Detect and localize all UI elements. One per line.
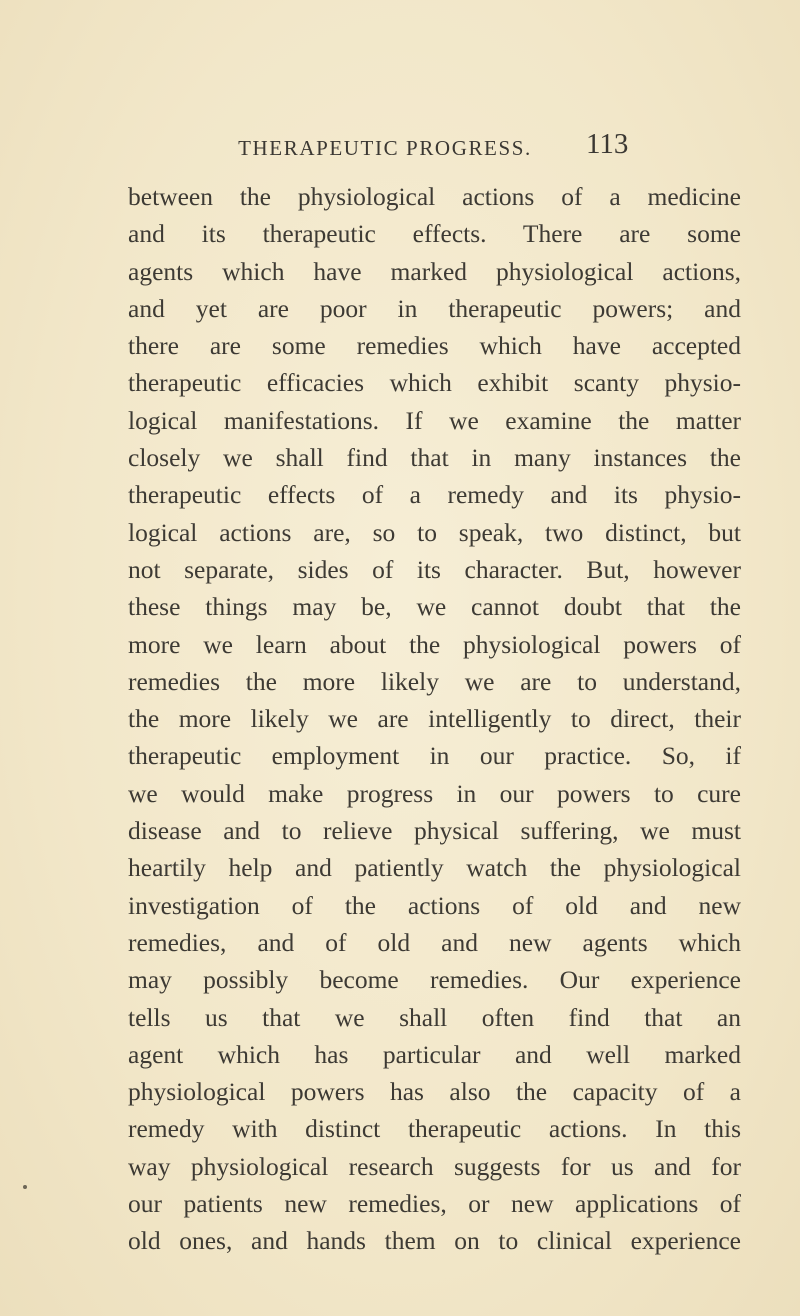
text-line: and its therapeutic effects. There are some (128, 219, 741, 249)
text-line: logical manifestations. If we examine the matter (128, 405, 741, 435)
text-line: remedies, and of old and new agents which (128, 927, 741, 957)
text-line: between the physiological actions of a medicine (128, 182, 741, 211)
text-line: old ones, and hands them on to clinical experience (128, 1226, 741, 1256)
text-line: therapeutic employment in our practice. So, if (128, 741, 741, 771)
text-line: our patients new remedies, or new applications of (128, 1189, 741, 1219)
text-line: way physiological research suggests for us and for (128, 1151, 741, 1181)
text-line: tells us that we shall often find that an (128, 1002, 741, 1032)
text-line: logical actions are, so to speak, two distinct, but (128, 517, 741, 547)
text-line: heartily help and patiently watch the physiological (128, 853, 741, 883)
text-line: more we learn about the physiological powers of (128, 629, 741, 659)
text-line: may possibly become remedies. Our experience (128, 965, 741, 995)
text-line: agent which has particular and well marked (128, 1039, 741, 1069)
running-head: THERAPEUTIC PROGRESS. (238, 136, 532, 160)
page-number: 113 (586, 128, 629, 160)
text-line: and yet are poor in therapeutic powers; and (128, 293, 741, 323)
text-line: disease and to relieve physical suffering, we must (128, 816, 741, 846)
text-line: agents which have marked physiological actions, (128, 256, 741, 286)
text-line: therapeutic efficacies which exhibit scanty physio- (128, 368, 741, 398)
text-line: investigation of the actions of old and new (128, 890, 741, 920)
text-line: there are some remedies which have accepted (128, 331, 741, 361)
text-line: physiological powers has also the capacity of a (128, 1077, 741, 1107)
text-line: these things may be, we cannot doubt that the (128, 592, 741, 622)
text-line: the more likely we are intelligently to direct, their (128, 704, 741, 734)
text-line: remedies the more likely we are to understand, (128, 666, 741, 696)
paper-speck (23, 1185, 27, 1189)
text-line: closely we shall find that in many instances the (128, 443, 741, 473)
text-line: therapeutic effects of a remedy and its physio- (128, 480, 741, 510)
text-line: we would make progress in our powers to cure (128, 778, 741, 808)
text-line: not separate, sides of its character. But, however (128, 554, 741, 584)
text-line: remedy with distinct therapeutic actions. In this (128, 1114, 741, 1144)
